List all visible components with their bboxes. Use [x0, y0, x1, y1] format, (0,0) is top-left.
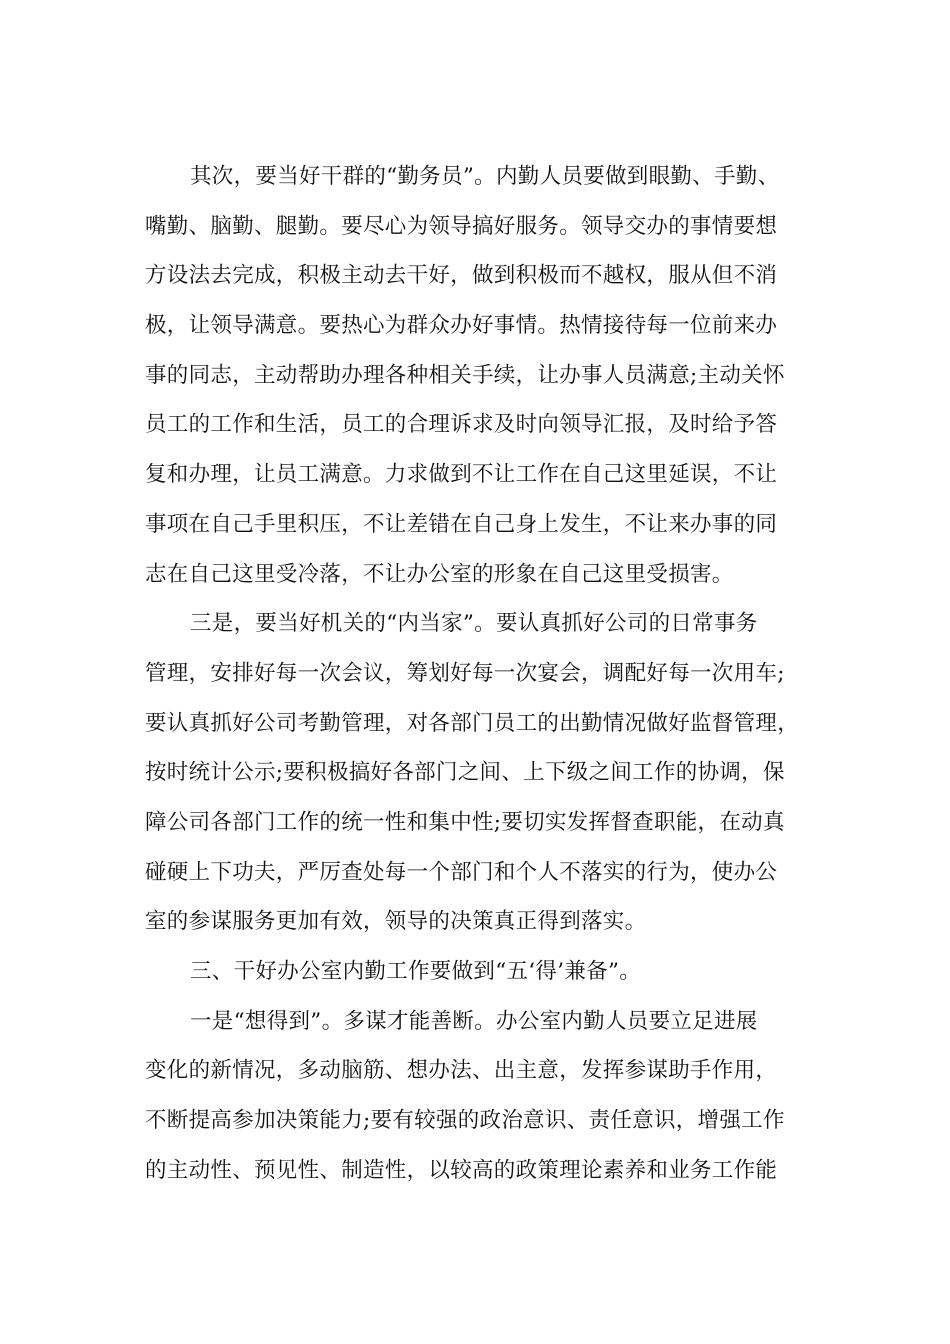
paragraph-line: 不断提高参加决策能力;要有较强的政治意识、责任意识，增强工作: [145, 1108, 785, 1134]
paragraph-line: 三是，要当好机关的“内当家”。要认真抓好公司的日常事务: [190, 611, 758, 637]
paragraph-line: 事项在自己手里积压，不让差错在自己身上发生，不让来办事的同: [145, 511, 778, 537]
paragraph-line: 的主动性、预见性、制造性，以较高的政策理论素养和业务工作能: [145, 1157, 778, 1183]
section-heading: 三、干好办公室内勤工作要做到“五‘得’兼备”。: [190, 959, 642, 984]
paragraph-line: 管理，安排好每一次会议，筹划好每一次宴会，调配好每一次用车;: [145, 660, 785, 686]
paragraph-line: 碰硬上下功夫，严厉查处每一个部门和个人不落实的行为，使办公: [145, 859, 778, 885]
paragraph-line: 极，让领导满意。要热心为群众办好事情。热情接待每一位前来办: [145, 313, 778, 339]
document-body: [145, 152, 835, 1195]
paragraph-line: 其次，要当好干群的“勤务员”。内勤人员要做到眼勤、手勤、: [190, 164, 780, 189]
paragraph-line: 员工的工作和生活，员工的合理诉求及时向领导汇报，及时给予答: [145, 412, 778, 438]
paragraph-line: 志在自己这里受冷落，不让办公室的形象在自己这里受损害。: [145, 561, 734, 587]
paragraph-line: 室的参谋服务更加有效，领导的决策真正得到落实。: [145, 909, 647, 935]
paragraph-line: 方设法去完成，积极主动去干好，做到积极而不越权，服从但不消: [145, 263, 778, 289]
paragraph-line: 复和办理，让员工满意。力求做到不让工作在自己这里延误，不让: [145, 462, 778, 488]
paragraph-line: 事的同志，主动帮助办理各种相关手续，让办事人员满意;主动关怀: [145, 362, 785, 388]
paragraph-line: 按时统计公示;要积极搞好各部门之间、上下级之间工作的协调，保: [145, 760, 785, 786]
paragraph-line: 一是“想得到”。多谋才能善断。办公室内勤人员要立足进展: [190, 1008, 758, 1034]
paragraph-line: 嘴勤、脑勤、腿勤。要尽心为领导搞好服务。领导交办的事情要想: [145, 213, 778, 239]
paragraph-line: 变化的新情况，多动脑筋、想办法、出主意，发挥参谋助手作用，: [145, 1058, 778, 1084]
paragraph-line: 障公司各部门工作的统一性和集中性;要切实发挥督查职能，在动真: [145, 809, 785, 835]
paragraph-line: 要认真抓好公司考勤管理，对各部门员工的出勤情况做好监督管理，: [145, 710, 800, 736]
